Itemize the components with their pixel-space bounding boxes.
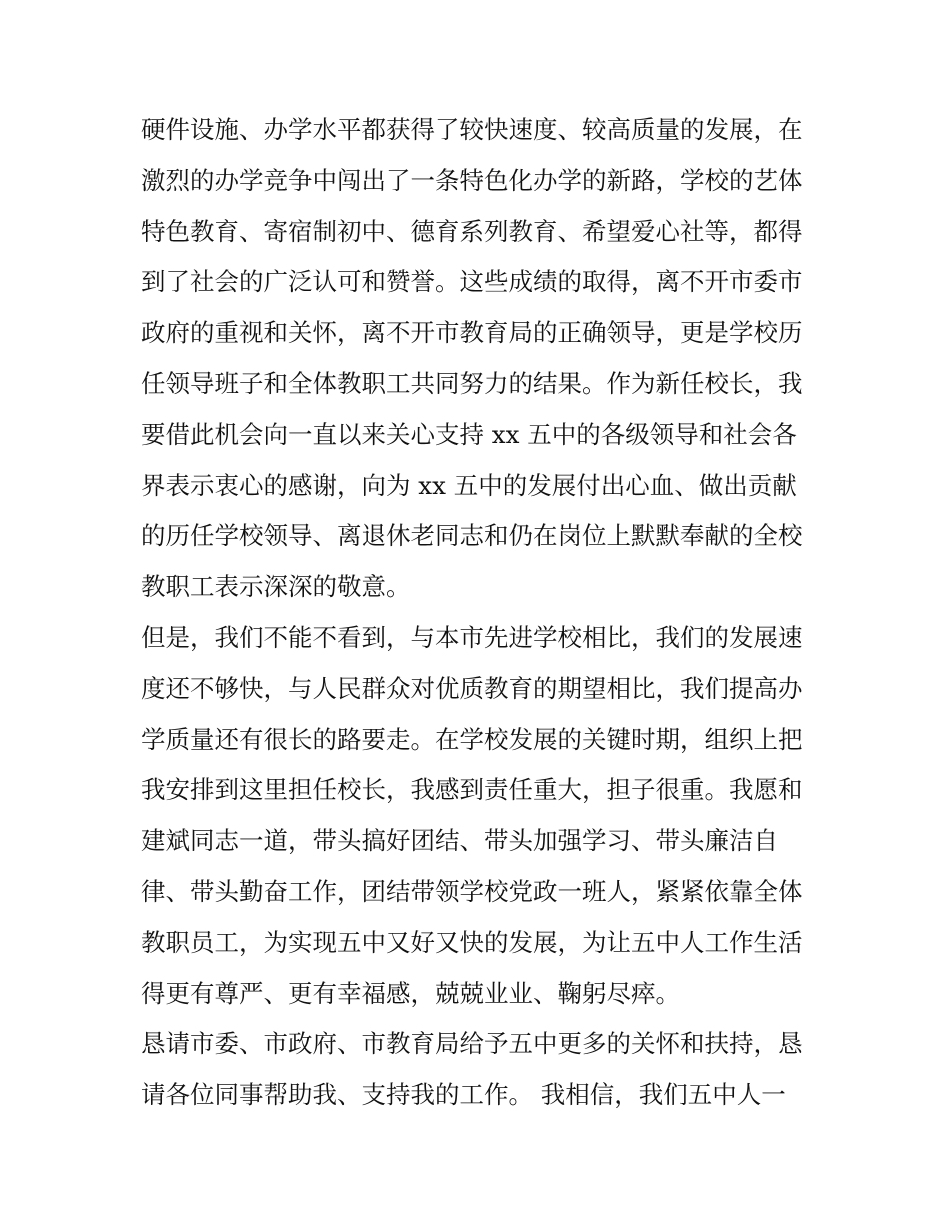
text-line: 教职员工，为实现五中又好又快的发展，为让五中人工作生活: [141, 927, 803, 957]
body-text: [141, 105, 821, 1121]
text-line: 律、带头勤奋工作，团结带领学校党政一班人，紧紧依靠全体: [141, 876, 803, 906]
text-line: 教职工表示深深的敬意。: [141, 572, 411, 602]
text-line: 界表示衷心的感谢，向为 xx 五中的发展付出心血、做出贡献: [141, 470, 797, 500]
text-line: 建斌同志一道，带头搞好团结、带头加强学习、带头廉洁自: [141, 826, 778, 856]
text-line: 请各位同事帮助我、支持我的工作。 我相信，我们五中人一: [141, 1080, 786, 1110]
text-line: 恳请市委、市政府、市教育局给予五中更多的关怀和扶持，恳: [141, 1029, 803, 1059]
text-line: 要借此机会向一直以来关心支持 xx 五中的各级领导和社会各: [141, 419, 797, 449]
text-line: 得更有尊严、更有幸福感，兢兢业业、鞠躬尽瘁。: [141, 978, 680, 1008]
text-line: 我安排到这里担任校长，我感到责任重大，担子很重。我愿和: [141, 775, 803, 805]
text-line: 硬件设施、办学水平都获得了较快速度、较高质量的发展，在: [141, 115, 803, 144]
text-line: 但是，我们不能不看到，与本市先进学校相比，我们的发展速: [141, 622, 803, 652]
text-line: 度还不够快，与人民群众对优质教育的期望相比，我们提高办: [141, 673, 803, 703]
text-line: 到了社会的广泛认可和赞誉。这些成绩的取得，离不开市委市: [141, 267, 803, 297]
text-line: 特色教育、寄宿制初中、德育系列教育、希望爱心社等，都得: [141, 216, 803, 246]
text-line: 学质量还有很长的路要走。在学校发展的关键时期，组织上把: [141, 724, 803, 754]
text-line: 的历任学校领导、离退休老同志和仍在岗位上默默奉献的全校: [141, 521, 803, 551]
text-line: 激烈的办学竞争中闯出了一条特色化办学的新路，学校的艺体: [141, 165, 803, 195]
text-line: 政府的重视和关怀，离不开市教育局的正确领导，更是学校历: [141, 318, 803, 348]
text-line: 任领导班子和全体教职工共同努力的结果。作为新任校长，我: [141, 368, 803, 398]
